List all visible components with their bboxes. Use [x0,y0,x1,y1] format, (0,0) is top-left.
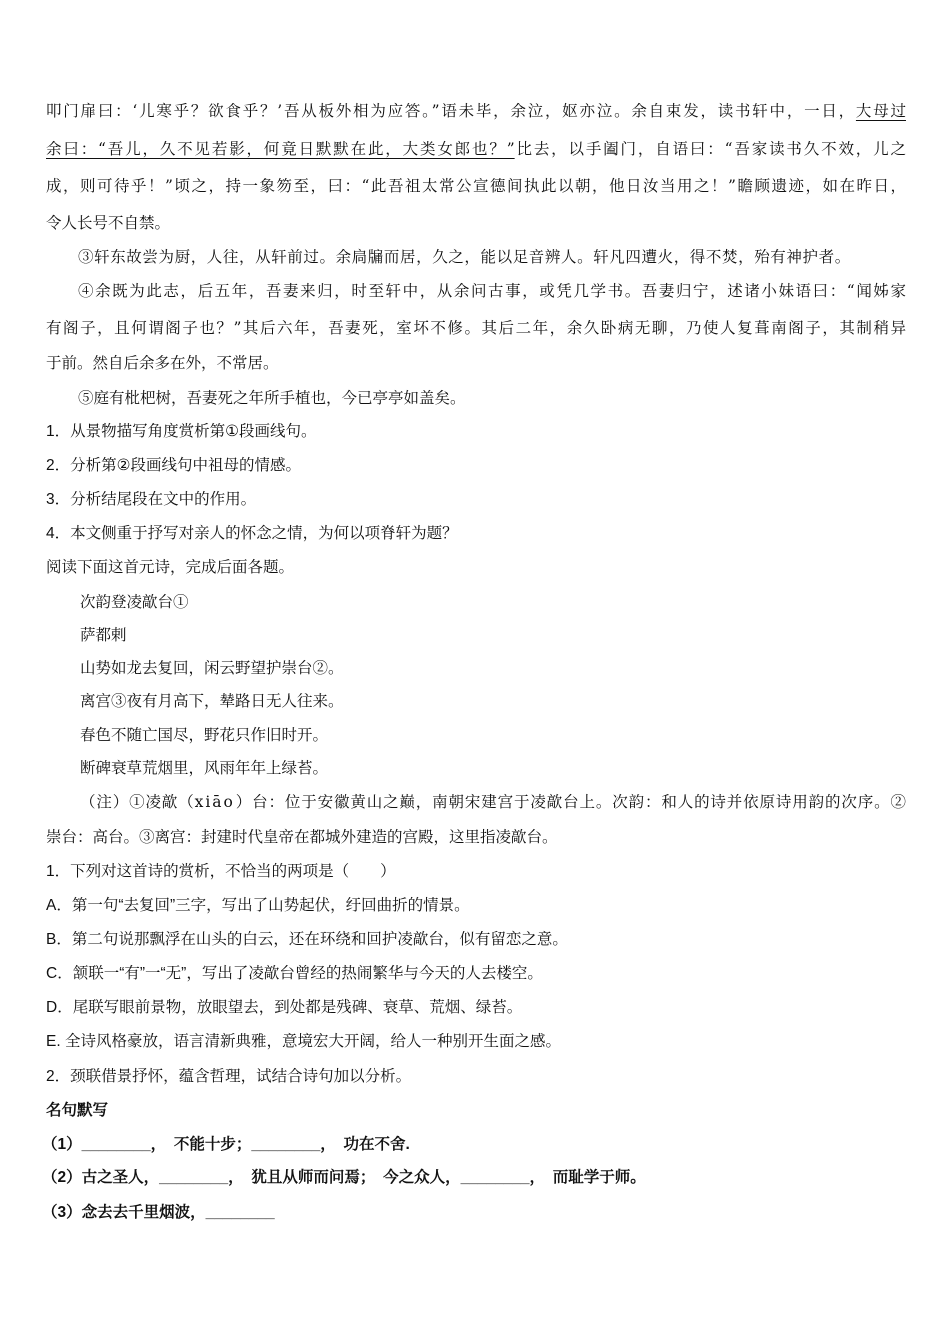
poem-line: 春色不随亡国尽，野花只作旧时开。 [80,726,329,744]
dictation-item: （1）________， 不能十步；________， 功在不舍. [42,1136,410,1153]
passage-text: 比去，以手阖门，自语曰：“吾家读书久不效，儿之 [514,140,906,158]
note-text: （注）①凌歊（ [80,793,195,811]
question-item: 3．分析结尾段在文中的作用。 [46,491,257,508]
underlined-sentence: 大母过 [855,102,906,120]
dictation-item: （3）念去去千里烟波，________ [42,1204,275,1221]
section-heading: 名句默写 [46,1102,109,1119]
underlined-sentence: 余曰：“吾儿，久不见若影，何竟日默默在此，大类女郎也？” [46,140,515,158]
poem-line: 离宫③夜有月高下，辇路日无人往来。 [80,692,344,710]
paragraph-4-line: 于前。然自后余多在外，不常居。 [46,354,279,372]
question-item: 2．分析第②段画线句中祖母的情感。 [46,457,302,474]
passage-line [46,100,906,122]
passage-line: 令人长号不自禁。 [46,214,171,232]
option-c: C．颔联一“有”一“无”，写出了凌歊台曾经的热闹繁华与今天的人去楼空。 [46,965,543,982]
paragraph-3: ③轩东故尝为厨，人往，从轩前过。余扃牖而居，久之，能以足音辨人。轩凡四遭火，得不焚，殆有神护者。 [78,248,851,266]
poem-line: 断碑衰草荒烟里，风雨年年上绿苔。 [80,759,329,777]
paragraph-5: ⑤庭有枇杷树，吾妻死之年所手植也，今已亭亭如盖矣。 [78,389,466,407]
poem-note-line [80,791,906,813]
poem-note-line: 崇台：高台。③离宫：封建时代皇帝在都城外建造的宫殿，这里指凌歊台。 [46,828,558,846]
question-item: 1．从景物描写角度赏析第①段画线句。 [46,423,317,440]
option-e: E. 全诗风格豪放，语言清新典雅，意境宏大开阔，给人一种别开生面之感。 [46,1033,561,1050]
poem-intro: 阅读下面这首元诗，完成后面各题。 [46,559,295,576]
pinyin: xiāo [194,793,235,811]
note-text: ）台：位于安徽黄山之巅，南朝宋建宫于凌歊台上。次韵：和人的诗并依原诗用韵的次序。② [234,793,906,811]
passage-line [46,138,906,160]
poem-author: 萨都剌 [80,626,127,644]
question-item: 4．本文侧重于抒写对亲人的怀念之情，为何以项脊轩为题？ [46,525,458,542]
option-b: B．第二句说那飘浮在山头的白云，还在环绕和回护凌歊台，似有留恋之意。 [46,931,568,948]
poem-title: 次韵登凌歊台① [80,593,189,611]
question-item: 2．颈联借景抒怀，蕴含哲理，试结合诗句加以分析。 [46,1068,412,1085]
paragraph-4-line: ④余既为此志，后五年，吾妻来归，时至轩中，从余问古事，或凭几学书。吾妻归宁，述诸小妹语曰：“闻姊家 [78,282,906,300]
option-d: D．尾联写眼前景物，放眼望去，到处都是残碑、衰草、荒烟、绿苔。 [46,999,523,1016]
passage-line: 成，则可待乎！”顷之，持一象笏至，曰：“此吾祖太常公宣德间执此以朝，他日汝当用之！”瞻顾遗迹，如在昨日， [46,177,906,195]
poem-line: 山势如龙去复回，闲云野望护崇台②。 [80,659,344,677]
option-a: A．第一句“去复回”三字，写出了山势起伏，纡回曲折的情景。 [46,897,470,914]
paragraph-4-line: 有阁子，且何谓阁子也？”其后六年，吾妻死，室坏不修。其后二年，余久卧病无聊，乃使人复葺南阁子，其制稍异 [46,319,906,337]
passage-text: 叩门扉曰：‘儿寒乎？欲食乎？’吾从板外相为应答。”语未毕，余泣，妪亦泣。余自束发，读书轩中，一日， [46,102,856,120]
dictation-item: （2）古之圣人，________， 犹且从师而问焉； 今之众人，________， 而耻学于师。 [42,1169,646,1186]
question-stem: 1．下列对这首诗的赏析，不恰当的两项是（ ） [46,863,396,880]
